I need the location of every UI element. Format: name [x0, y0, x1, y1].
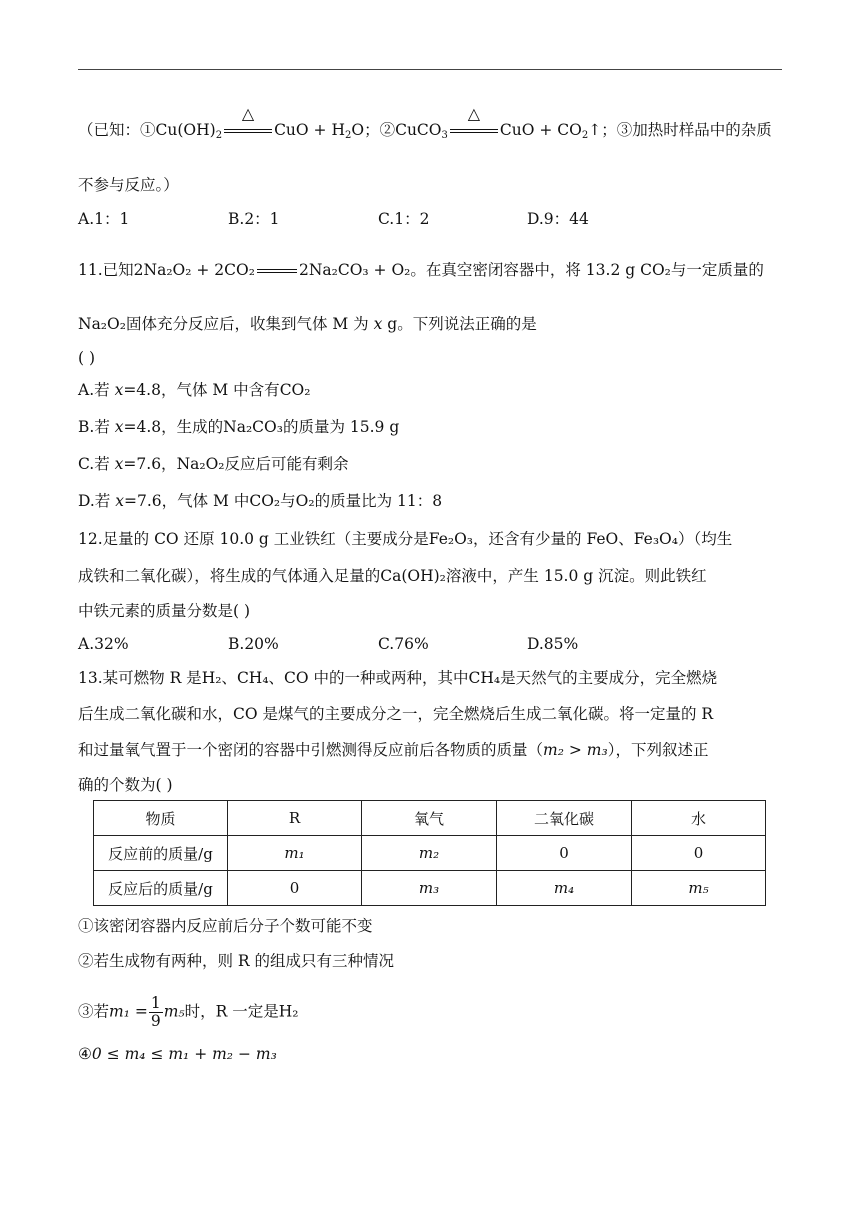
- q12-l2c: 溶液中，产生 15.0 g 沉淀。则此铁红: [445, 567, 707, 585]
- table-header-cell: 二氧化碳: [497, 801, 632, 836]
- q10-r1-right: CuO + H: [274, 121, 345, 139]
- q11-line2-tail: g。下列说法正确的是: [382, 315, 537, 333]
- q10-r2-left: CuCO: [395, 121, 442, 139]
- q10-r1-left-sub: 2: [215, 130, 223, 141]
- q11-c-x: x: [114, 455, 124, 473]
- table-cell: m₂: [362, 836, 497, 871]
- table-cell: 0: [632, 836, 766, 871]
- q12-caoh2: Ca(OH)₂: [380, 567, 446, 585]
- table-cell: 反应后的质量/g: [94, 871, 228, 906]
- q11-option-c: [78, 453, 349, 475]
- q11-a-co2: CO₂: [279, 381, 311, 399]
- q12-option-d: D.85%: [527, 635, 579, 653]
- q11-eq-left: 2Na₂O₂ + 2CO₂: [133, 261, 255, 279]
- q11-c-tail: 反应后可能有剩余: [224, 455, 349, 473]
- q13-ch4-2: CH₄: [468, 669, 501, 687]
- q11-prefix: 11.已知: [78, 261, 134, 279]
- q10-option-a: A.1：1: [78, 210, 130, 228]
- q11-line2-text: 固体充分反应后，收集到气体 M 为: [125, 315, 369, 333]
- mass-table: [93, 800, 766, 906]
- equals-sign: [255, 269, 299, 273]
- q13-stem-line4: 确的个数为( ): [78, 776, 173, 794]
- q11-b-tail: 的质量为 15.9 g: [282, 418, 400, 436]
- table-header-cell: 水: [632, 801, 766, 836]
- q12-l1a: 12.足量的 CO 还原 10.0 g 工业铁红（主要成分是: [78, 530, 429, 548]
- q11-a-x: x: [114, 381, 124, 399]
- table-header-cell: 物质: [94, 801, 228, 836]
- q12-option-a: A.32%: [78, 635, 129, 653]
- q13-l1e: 、CO 中的一种或两种，其中: [268, 669, 469, 687]
- table-cell: m₃: [362, 871, 497, 906]
- q12-l1c: ，还含有少量的 FeO、: [473, 530, 634, 548]
- table-cell: m₁: [228, 836, 362, 871]
- q13-stem-line1: [78, 667, 717, 689]
- q12-option-b: B.20%: [228, 635, 279, 653]
- q13-s3-m5: m₅: [163, 1002, 185, 1021]
- table-cell: m₅: [632, 871, 766, 906]
- table-row: [94, 871, 766, 906]
- q13-l3a: 和过量氧气置于一个密闭的容器中引燃测得反应前后各物质的质量（: [78, 741, 544, 759]
- q10-option-d: D.9：44: [527, 210, 589, 228]
- q10-r1-right-sub: 2: [344, 130, 352, 141]
- q11-d-o2: O₂: [295, 492, 315, 510]
- q11-stem-line2: [78, 313, 537, 335]
- q11-d-text: =7.6，气体 M 中: [123, 492, 250, 510]
- q11-b-label: B.若: [78, 418, 115, 436]
- q13-s4-prefix: ④: [78, 1045, 92, 1063]
- fraction-one-ninth: [149, 995, 163, 1030]
- q11-d-and: 与: [280, 492, 296, 510]
- q13-s4-inequality: 0 ≤ m₄ ≤ m₁ + m₂ − m₃: [91, 1045, 277, 1063]
- q12-fe3o4: Fe₃O₄: [633, 530, 678, 548]
- q11-option-a: [78, 379, 310, 401]
- q12-options: [78, 633, 578, 655]
- table-row: [94, 836, 766, 871]
- q13-s3-m1: m₁ =: [109, 1002, 148, 1021]
- table-cell: m₄: [497, 871, 632, 906]
- q11-b-text: =4.8，生成的: [123, 418, 224, 436]
- q10-r2-left-sub: 3: [441, 130, 448, 141]
- q13-l1a: 13.某可燃物 R 是: [78, 669, 202, 687]
- q10-r2-right: CuO + CO: [499, 121, 582, 139]
- table-header-cell: R: [228, 801, 362, 836]
- table-header-row: [94, 801, 766, 836]
- q10-suffix: ；③加热时样品中的杂质: [601, 121, 772, 139]
- q11-d-tail: 的质量比为 11：8: [314, 492, 443, 510]
- q10-option-c: C.1：2: [378, 210, 430, 228]
- heat-equals-sign: [448, 104, 500, 133]
- q10-r1-left: Cu(OH): [155, 121, 216, 139]
- q11-option-b: [78, 416, 399, 438]
- q11-c-text: =7.6，: [123, 455, 177, 473]
- q11-mid: 。在真空密闭容器中，将 13.2 g: [410, 261, 636, 279]
- q10-r1-right-b: O: [351, 121, 365, 139]
- q13-statement-4: [78, 1043, 277, 1065]
- q13-stem-line3: [78, 739, 708, 761]
- q12-option-c: C.76%: [378, 635, 429, 653]
- header-rule: [78, 69, 782, 70]
- q12-l2a: 成铁和二氧化碳），将生成的气体通入足量的: [78, 567, 381, 585]
- q12-stem-line2: [78, 565, 707, 587]
- q10-known-line: [78, 104, 772, 141]
- q11-b-na2co3: Na₂CO₃: [223, 418, 283, 436]
- q11-d-co2: CO₂: [249, 492, 281, 510]
- q13-m2-gt-m3: m₂ > m₃: [543, 741, 608, 759]
- q11-c-label: C.若: [78, 455, 115, 473]
- q13-ch4: CH₄: [236, 669, 269, 687]
- q11-c-na2o2: Na₂O₂: [176, 455, 225, 473]
- heat-triangle-icon: △: [467, 104, 481, 123]
- q11-na2o2: Na₂O₂: [78, 315, 126, 333]
- q11-a-text: =4.8，气体 M 中含有: [123, 381, 280, 399]
- fraction-denominator: 9: [150, 1012, 161, 1030]
- q13-stem-line2: 后生成二氧化碳和水，CO 是煤气的主要成分之一，完全燃烧后生成二氧化碳。将一定量的 R: [78, 705, 714, 723]
- q13-s3-h2: H₂: [278, 1002, 299, 1021]
- q12-stem-line1: [78, 528, 732, 550]
- q11-d-label: D.若: [78, 492, 116, 510]
- q11-co2: CO₂: [640, 261, 671, 279]
- q10-sep: ；②: [364, 121, 396, 139]
- heat-equals-sign: [222, 104, 274, 133]
- q11-eq-right: 2Na₂CO₃ + O₂: [298, 261, 411, 279]
- table-cell: 0: [228, 871, 362, 906]
- q13-statement-1: ①该密闭容器内反应前后分子个数可能不变: [78, 917, 373, 935]
- q11-paren: ( ): [78, 349, 96, 367]
- table-cell: 0: [497, 836, 632, 871]
- q12-l1e: ）（均生: [677, 530, 733, 548]
- q11-x: x: [373, 315, 383, 333]
- q11-stem-line1: [78, 259, 764, 281]
- q11-tail: 与一定质量的: [670, 261, 764, 279]
- q12-stem-line3: 中铁元素的质量分数是( ): [78, 602, 251, 620]
- q13-l1c: 、: [221, 669, 237, 687]
- table-header-cell: 氧气: [362, 801, 497, 836]
- q11-a-label: A.若: [78, 381, 115, 399]
- gas-arrow-icon: ↑: [588, 121, 602, 139]
- q13-s3-text: 时，R 一定是: [184, 1002, 279, 1021]
- table-cell: 反应前的质量/g: [94, 836, 228, 871]
- q10-r2-right-sub: 2: [581, 130, 589, 141]
- q13-statement-2: ②若生成物有两种，则 R 的组成只有三种情况: [78, 952, 395, 970]
- q12-fe2o3: Fe₂O₃: [428, 530, 474, 548]
- q13-statement-3: [78, 995, 298, 1030]
- q10-line2: 不参与反应。）: [78, 176, 179, 194]
- q11-d-x: x: [115, 492, 124, 510]
- heat-triangle-icon: △: [241, 104, 255, 123]
- q13-l3c: ），下列叙述正: [607, 741, 709, 759]
- q13-s3-prefix: ③若: [78, 1002, 110, 1021]
- fraction-numerator: 1: [150, 994, 161, 1012]
- q10-known-prefix: （已知：①: [78, 121, 156, 139]
- q13-h2: H₂: [201, 669, 222, 687]
- q13-l1g: 是天然气的主要成分，完全燃烧: [500, 669, 718, 687]
- q10-option-b: B.2：1: [228, 210, 280, 228]
- q11-option-d: [78, 490, 442, 512]
- q10-options: [78, 208, 589, 230]
- q11-b-x: x: [114, 418, 124, 436]
